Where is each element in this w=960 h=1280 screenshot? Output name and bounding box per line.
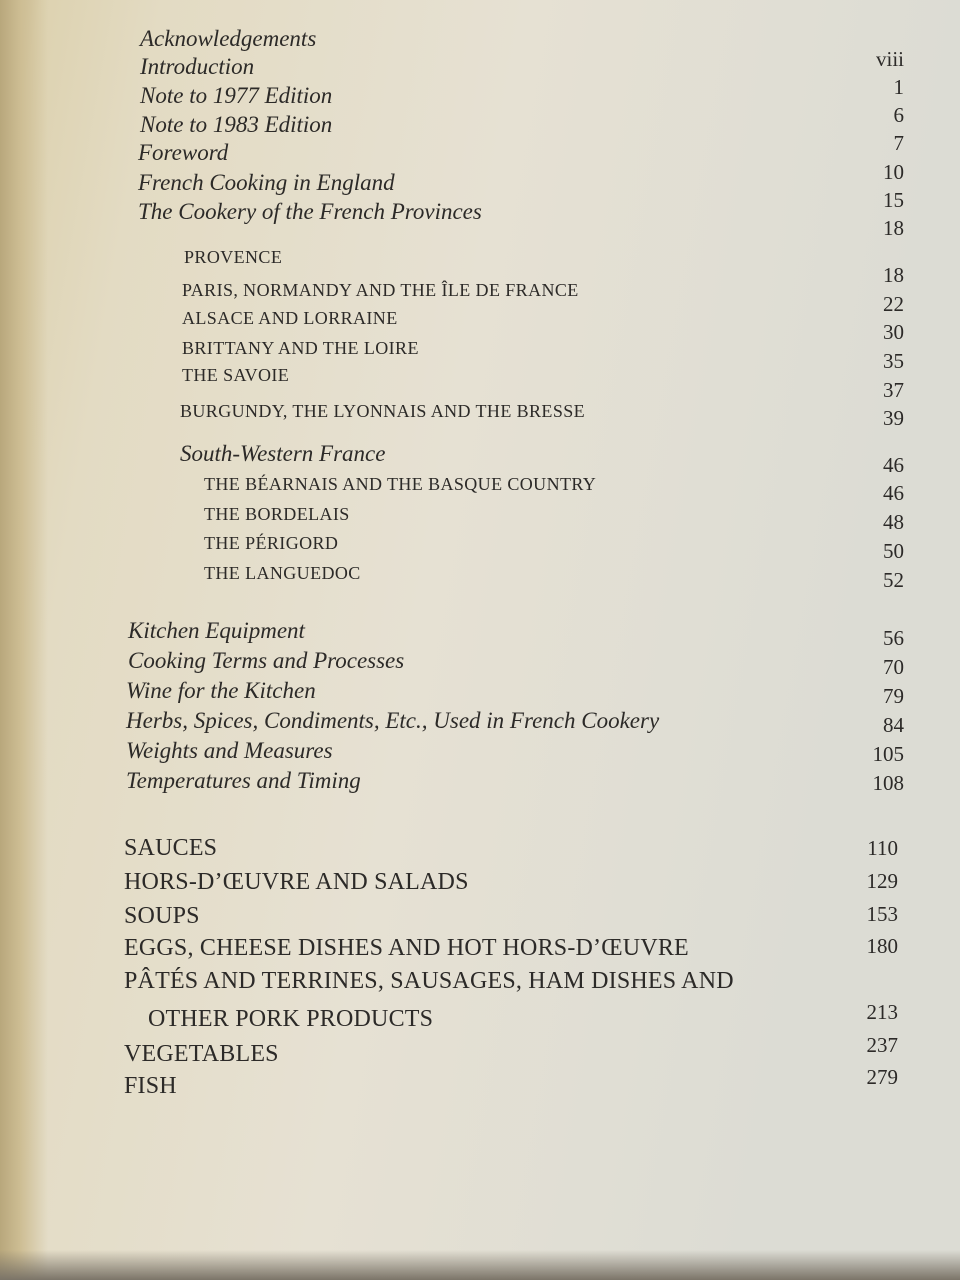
- toc-entry-kitchen-equipment: Kitchen Equipment: [128, 618, 305, 643]
- toc-entry-bordelais: THE BORDELAIS: [204, 504, 350, 524]
- page-gutter: [0, 0, 48, 1280]
- page-number: 213: [866, 1000, 898, 1024]
- page-number: 70: [883, 655, 904, 679]
- page-number: 50: [883, 539, 904, 563]
- page-number: 56: [883, 626, 904, 650]
- page-number: 46: [883, 453, 904, 477]
- toc-chapter-eggs-cheese: EGGS, CHEESE DISHES AND HOT HORS-D’ŒUVRE: [124, 935, 689, 961]
- toc-entry-temperatures-timing: Temperatures and Timing: [126, 768, 361, 793]
- page-number: 48: [883, 510, 904, 534]
- page-number: 129: [866, 869, 898, 893]
- toc-entry-brittany-loire: BRITTANY AND THE LOIRE: [182, 338, 419, 358]
- toc-entry-wine-kitchen: Wine for the Kitchen: [126, 678, 316, 703]
- page-number: 105: [872, 742, 904, 766]
- toc-entry-burgundy: BURGUNDY, THE LYONNAIS AND THE BRESSE: [180, 401, 586, 421]
- toc-entry-paris-normandy: PARIS, NORMANDY AND THE ÎLE DE FRANCE: [182, 280, 579, 300]
- toc-entry-foreword: Foreword: [138, 140, 229, 165]
- page-number: viii: [875, 47, 904, 71]
- toc-entry-cooking-terms: Cooking Terms and Processes: [128, 648, 405, 673]
- toc-entry-south-western-france: South-Western France: [180, 441, 386, 466]
- page-number: 180: [866, 934, 898, 958]
- toc-chapter-soups: SOUPS: [124, 903, 200, 929]
- toc-chapter-fish: FISH: [124, 1073, 177, 1099]
- page-number: 10: [883, 160, 904, 184]
- page-number: 22: [883, 292, 904, 316]
- toc-entry-note-1983: Note to 1983 Edition: [140, 112, 333, 137]
- page-number: 237: [866, 1033, 898, 1057]
- toc-entry-weights-measures: Weights and Measures: [126, 738, 333, 763]
- toc-entry-cookery-provinces: The Cookery of the French Provinces: [138, 199, 482, 224]
- toc-chapter-pates-terrines: PÂTÉS AND TERRINES, SAUSAGES, HAM DISHES AND: [124, 968, 734, 994]
- page-number: 79: [883, 684, 904, 708]
- page-edge-shadow: [0, 1250, 960, 1280]
- toc-chapter-vegetables: VEGETABLES: [124, 1041, 279, 1067]
- page-number: 39: [883, 406, 904, 430]
- page-number: 37: [883, 378, 904, 402]
- toc-entry-herbs-spices: Herbs, Spices, Condiments, Etc., Used in French Cookery: [126, 708, 660, 733]
- page-number: 46: [883, 481, 904, 505]
- toc-entry-savoie: THE SAVOIE: [182, 365, 290, 385]
- page-number: 1: [893, 75, 904, 99]
- toc-entry-bearnais-basque: THE BÉARNAIS AND THE BASQUE COUNTRY: [204, 474, 597, 494]
- page-number: 153: [866, 902, 898, 926]
- page-number: 18: [883, 263, 904, 287]
- page-number: 30: [883, 320, 904, 344]
- page-number: 110: [867, 836, 898, 860]
- page-number: 7: [893, 131, 904, 155]
- toc-entry-french-cooking-england: French Cooking in England: [138, 170, 395, 195]
- toc-chapter-sauces: SAUCES: [124, 835, 218, 861]
- page-number: 15: [883, 188, 904, 212]
- toc-entry-acknowledgements: Acknowledgements: [140, 26, 317, 51]
- toc-chapter-pates-terrines-cont: OTHER PORK PRODUCTS: [148, 1006, 434, 1032]
- toc-chapter-hors-doeuvre: HORS-D’ŒUVRE AND SALADS: [124, 869, 469, 895]
- toc-entry-alsace-lorraine: ALSACE AND LORRAINE: [182, 308, 398, 328]
- toc-entry-languedoc: THE LANGUEDOC: [204, 563, 361, 583]
- page-number: 18: [883, 216, 904, 240]
- toc-entry-perigord: THE PÉRIGORD: [204, 533, 339, 553]
- toc-entry-note-1977: Note to 1977 Edition: [140, 83, 333, 108]
- page-number: 6: [893, 103, 904, 127]
- toc-entry-introduction: Introduction: [140, 54, 255, 79]
- toc-entry-provence: PROVENCE: [184, 247, 283, 267]
- page-number: 279: [866, 1065, 898, 1089]
- page-number: 35: [883, 349, 904, 373]
- page-number: 108: [872, 771, 904, 795]
- page-number: 52: [883, 568, 904, 592]
- page-number: 84: [883, 713, 904, 737]
